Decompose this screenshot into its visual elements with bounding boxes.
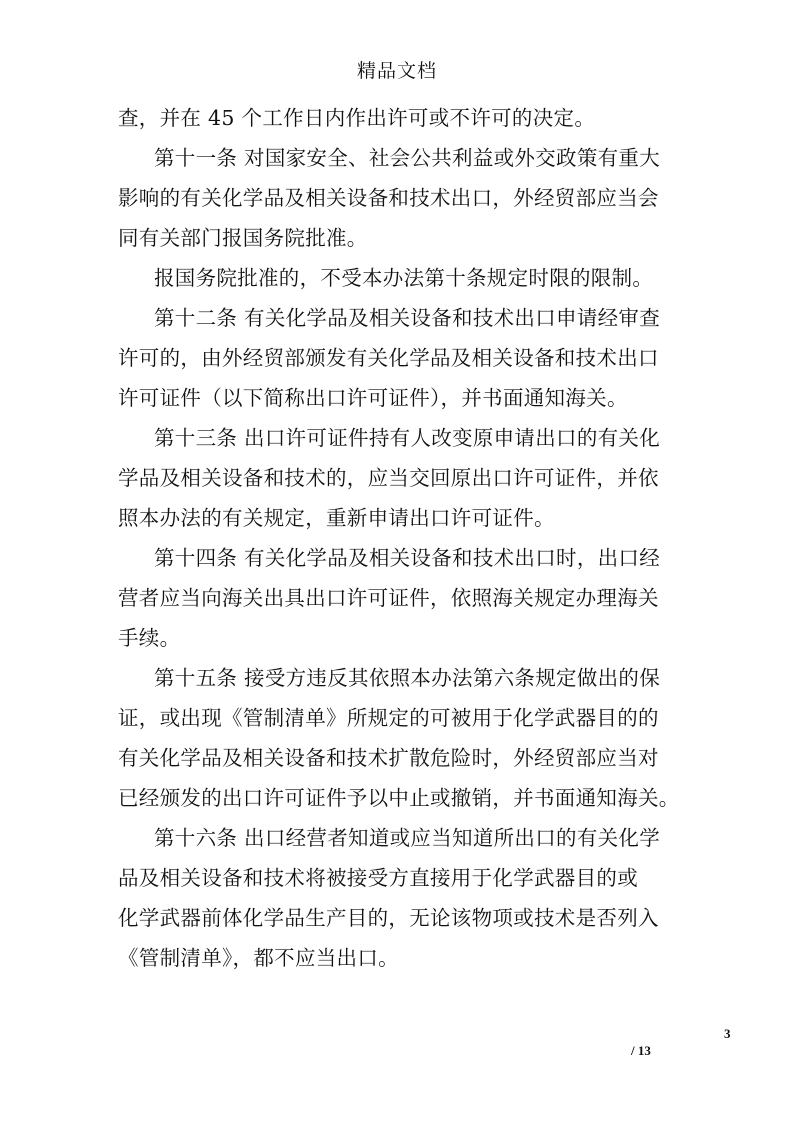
text-line: 第十一条 对国家安全、社会公共利益或外交政策有重大 bbox=[154, 146, 661, 170]
text-line: 已经颁发的出口许可证件予以中止或撤销，并书面通知海关。 bbox=[118, 786, 680, 810]
text-line: 照本办法的有关规定，重新申请出口许可证件。 bbox=[118, 506, 555, 530]
text-line: 影响的有关化学品及相关设备和技术出口，外经贸部应当会 bbox=[118, 186, 659, 210]
document-body bbox=[118, 98, 678, 978]
text-line: 营者应当向海关出具出口许可证件，依照海关规定办理海关 bbox=[118, 586, 659, 610]
text-line: 第十六条 出口经营者知道或应当知道所出口的有关化学 bbox=[154, 826, 661, 850]
text-line: 查，并在 45 个工作日内作出许可或不许可的决定。 bbox=[118, 106, 596, 130]
text-line: 有关化学品及相关设备和技术扩散危险时，外经贸部应当对 bbox=[118, 746, 659, 770]
text-line: 品及相关设备和技术将被接受方直接用于化学武器目的或 bbox=[118, 866, 638, 890]
text-line: 第十二条 有关化学品及相关设备和技术出口申请经审查 bbox=[154, 306, 661, 330]
text-line: 许可的，由外经贸部颁发有关化学品及相关设备和技术出口 bbox=[118, 346, 659, 370]
text-line: 许可证件（以下简称出口许可证件），并书面通知海关。 bbox=[118, 386, 628, 410]
page-number: 3 bbox=[724, 1026, 731, 1041]
text-line: 手续。 bbox=[118, 626, 181, 650]
text-line: 证，或出现《管制清单》所规定的可被用于化学武器目的的 bbox=[118, 706, 659, 730]
text-line: 《管制清单》，都不应当出口。 bbox=[118, 946, 399, 970]
text-line: 学品及相关设备和技术的，应当交回原出口许可证件，并依 bbox=[118, 466, 659, 490]
page-total: / 13 bbox=[631, 1043, 651, 1058]
text-line: 第十三条 出口许可证件持有人改变原申请出口的有关化 bbox=[154, 426, 661, 450]
text-line: 同有关部门报国务院批准。 bbox=[118, 226, 368, 250]
text-line: 报国务院批准的，不受本办法第十条规定时限的限制。 bbox=[154, 266, 654, 290]
text-line: 第十五条 接受方违反其依照本办法第六条规定做出的保 bbox=[154, 666, 661, 690]
document-header-title: 精品文档 bbox=[356, 60, 437, 82]
text-line: 第十四条 有关化学品及相关设备和技术出口时，出口经 bbox=[154, 546, 661, 570]
text-line: 化学武器前体化学品生产目的，无论该物项或技术是否列入 bbox=[118, 906, 659, 930]
